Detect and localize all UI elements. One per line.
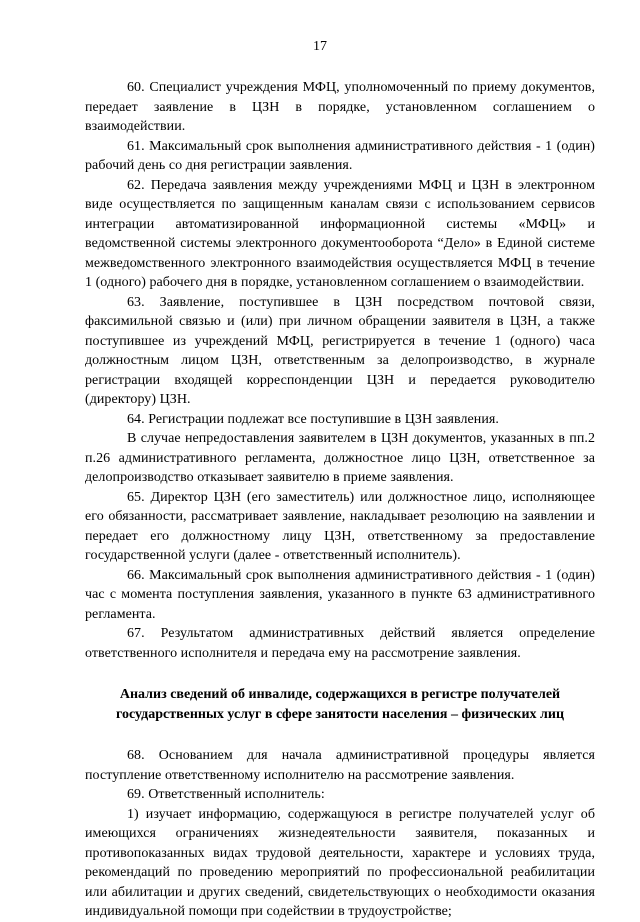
paragraph-64-note: В случае непредоставления заявителем в ЦЗН документов, указанных в пп.2 п.26 административного регламента, должностное лицо ЦЗН, ответственное за делопроизводство отказывает заявителю в приеме заявления. <box>85 431 595 485</box>
paragraph-65: 65. Директор ЦЗН (его заместитель) или должностное лицо, исполняющее его обязанности, рассматривает заявление, накладывает резолюцию на заявлении и передает его должностному лицу ЦЗН, ответственному за предоставление государственной услуги (далее - ответственный исполнитель). <box>85 489 595 563</box>
paragraph-69-item-1: 1) изучает информацию, содержащуюся в регистре получателей услуг об имеющихся ограничениях жизнедеятельности заявителя, показанных и противопоказанных видах трудовой деятельности, характере и условиях труда, рекомендаций по проведению мероприятий по профессиональной реабилитации или абилитации и других сведений, свидетельствующих о необходимости оказания индивидуальной помощи при содействии в трудоустройстве; <box>85 806 595 919</box>
section-heading: Анализ сведений об инвалиде, содержащихся в регистре получателей государственных услуг в сфере занятости населения – физических лиц <box>115 687 565 722</box>
document-body <box>85 78 595 922</box>
paragraph-60: 60. Специалист учреждения МФЦ, уполномоченный по приему документов, передает заявление в ЦЗН в порядке, установленном соглашением о взаимодействии. <box>85 80 595 134</box>
paragraph-62: 62. Передача заявления между учреждениями МФЦ и ЦЗН в электронном виде осуществляется по защищенным каналам связи с использованием сервисов интеграции автоматизированной информационной системы «МФЦ» и ведомственной системы электронного документооборота “Дело» в Единой системе межведомственного электронного взаимодействия осуществляется МФЦ в течение 1 (одного) рабочего дня в порядке, установленном соглашением о взаимодействии. <box>85 177 595 290</box>
page-number: 17 <box>313 39 327 54</box>
paragraph-61: 61. Максимальный срок выполнения административного действия - 1 (один) рабочий день со дня регистрации заявления. <box>85 138 595 173</box>
paragraph-64: 64. Регистрации подлежат все поступившие в ЦЗН заявления. <box>127 411 499 427</box>
paragraph-68: 68. Основанием для начала административной процедуры является поступление ответственному исполнителю на рассмотрение заявления. <box>85 748 595 783</box>
paragraph-63: 63. Заявление, поступившее в ЦЗН посредством почтовой связи, факсимильной связью и (или) при личном обращении заявителя в ЦЗН, а также поступившее из учреждений МФЦ, регистрируется в течение 1 (одного) часа должностным лицом ЦЗН, ответственным за делопроизводство, в журнале регистрации входящей корреспонденции ЦЗН и передается руководителю (директору) ЦЗН. <box>85 294 595 407</box>
paragraph-66: 66. Максимальный срок выполнения административного действия - 1 (один) час с момента поступления заявления, указанного в пункте 63 административного регламента. <box>85 567 595 622</box>
paragraph-69: 69. Ответственный исполнитель: <box>127 787 325 802</box>
paragraph-67: 67. Результатом административных действий является определение ответственного исполнителя и передача ему на рассмотрение заявления. <box>85 626 595 661</box>
